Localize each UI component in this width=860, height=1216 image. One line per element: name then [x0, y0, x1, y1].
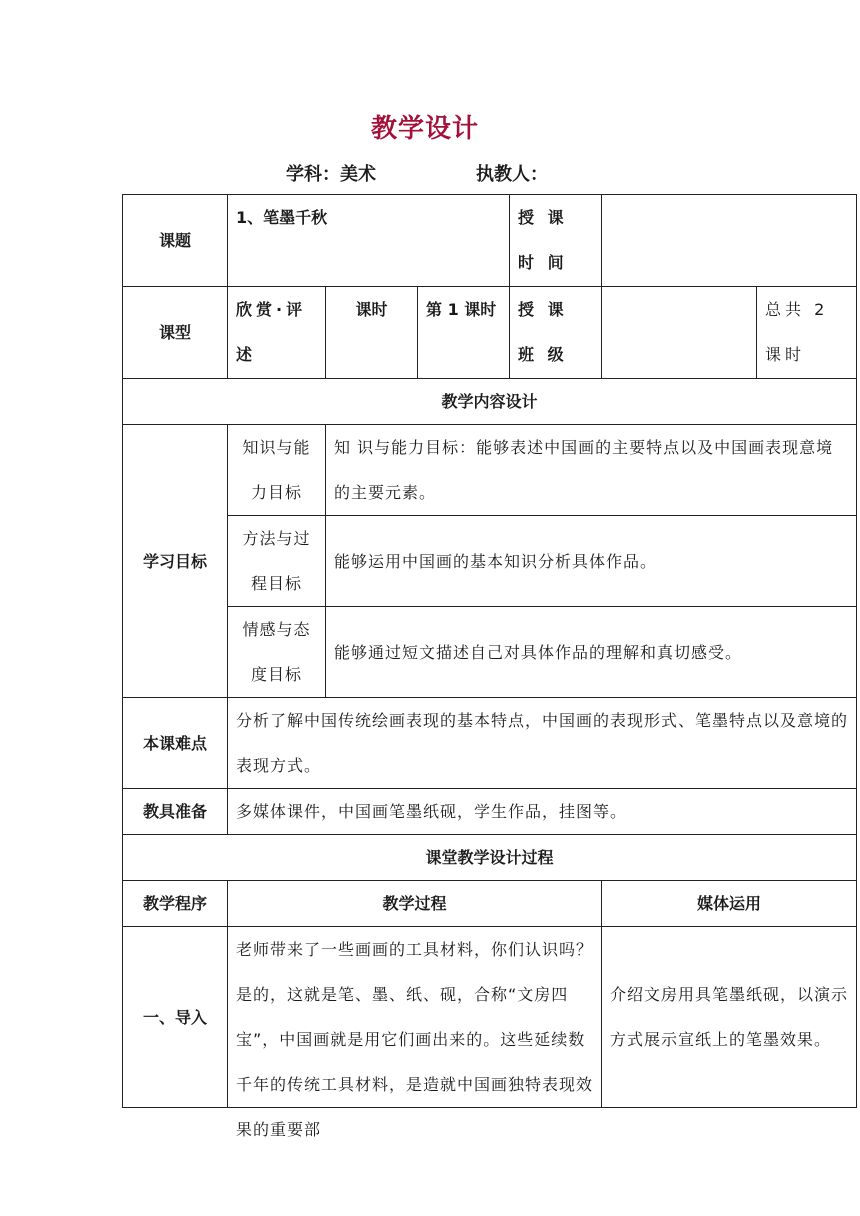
tools-text: 多媒体课件，中国画笔墨纸砚，学生作品，挂图等。: [228, 789, 857, 835]
topic-label: 课题: [123, 195, 228, 287]
intro-media-text: 介绍文房用具笔墨纸砚，以演示方式展示宣纸上的笔墨效果。: [602, 927, 857, 1108]
topic-value: 1、笔墨千秋: [228, 195, 510, 287]
difficulty-row: [123, 698, 857, 789]
hours-label: 课时: [326, 287, 418, 379]
procedure-header: 教学程序: [123, 881, 228, 927]
goal-text-method: 能够运用中国画的基本知识分析具体作品。: [326, 516, 857, 607]
process-title-row: [123, 835, 857, 881]
subject-label: 学科：美术: [286, 164, 376, 185]
goal-text-knowledge: 知 识与能力目标：能够表述中国画的主要特点以及中国画表现意境的主要元素。: [326, 425, 857, 516]
intro-label: 一、导入: [123, 927, 228, 1108]
learning-goals-label: 学习目标: [123, 425, 228, 698]
lesson-plan-table: [122, 194, 857, 1139]
difficulty-label: 本课难点: [123, 698, 228, 789]
goal-row-knowledge: [123, 425, 857, 516]
lesson-type-value: 欣赏·评述: [228, 287, 326, 379]
media-header: 媒体运用: [602, 881, 857, 927]
subject-line: [286, 160, 548, 186]
difficulty-text: 分析了解中国传统绘画表现的基本特点，中国画的表现形式、笔墨特点以及意境的表现方式。: [228, 698, 857, 789]
process-header-row: [123, 881, 857, 927]
tools-row: [123, 789, 857, 835]
lesson-type-row: [123, 287, 857, 379]
intro-process-text: 老师带来了一些画画的工具材料，你们认识吗？是的，这就是笔、墨、纸、砚，合称“文房四宝”，中国画就是用它们画出来的。这些延续数千年的传统工具材料，是造就中国画独特表现效果的重要部: [236, 940, 594, 1139]
teacher-label: 执教人：: [476, 164, 548, 185]
process-heading: 课堂教学设计过程: [123, 835, 857, 881]
goal-text-emotion: 能够通过短文描述自己对具体作品的理解和真切感受。: [326, 607, 857, 698]
topic-row: [123, 195, 857, 287]
goal-name-knowledge: 知识与能力目标: [228, 425, 326, 516]
teaching-time-value: [602, 195, 857, 287]
total-hours: 总共 2 课时: [757, 287, 857, 379]
lesson-type-label: 课型: [123, 287, 228, 379]
intro-process-cell: [228, 927, 602, 1139]
goal-row-method: [123, 516, 857, 607]
process-header: 教学过程: [228, 881, 602, 927]
goal-name-emotion: 情感与态度目标: [228, 607, 326, 698]
teaching-class-label: 授 课 班 级: [510, 287, 602, 379]
teaching-class-value: [602, 287, 757, 379]
document-title: 教学设计: [370, 114, 479, 144]
content-design-row: [123, 379, 857, 425]
goal-name-method: 方法与过程目标: [228, 516, 326, 607]
goal-row-emotion: [123, 607, 857, 698]
teaching-time-label: 授 课 时 间: [510, 195, 602, 287]
hours-value: 第 1 课时: [418, 287, 510, 379]
content-design-heading: 教学内容设计: [123, 379, 857, 425]
tools-label: 教具准备: [123, 789, 228, 835]
intro-row: [123, 927, 857, 1108]
